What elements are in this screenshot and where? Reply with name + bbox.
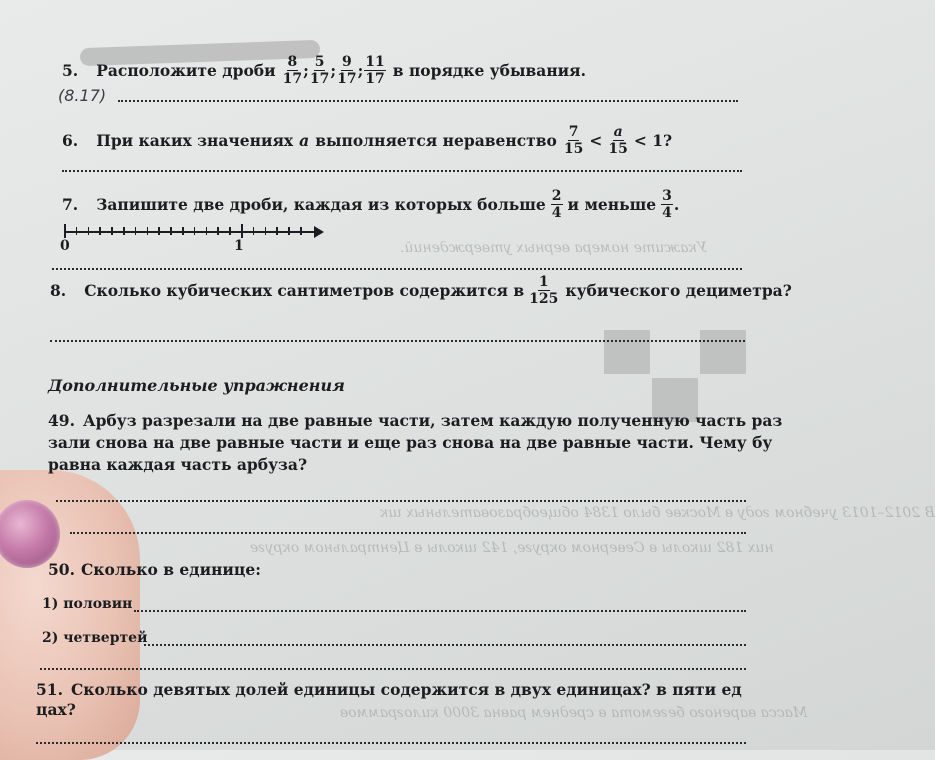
show-through-square xyxy=(604,330,650,374)
answer-line[interactable] xyxy=(40,668,746,670)
question-number: 50. xyxy=(48,560,75,579)
number-line-tick xyxy=(217,227,219,235)
number-line-tick xyxy=(265,227,267,235)
answer-line[interactable] xyxy=(50,340,745,342)
question-text: Сколько кубических сантиметров содержится в xyxy=(84,281,525,300)
number-line[interactable] xyxy=(64,222,326,242)
question-text: и меньше xyxy=(567,195,657,214)
question-number: 8. xyxy=(50,281,67,300)
show-through-text: них 182 школы в Северном округе, 142 школы в Центральном округе xyxy=(250,540,774,556)
number-line-tick xyxy=(88,227,90,235)
question-number: 5. xyxy=(62,61,79,80)
handwritten-answer: (8.17) xyxy=(58,86,107,105)
answer-line[interactable] xyxy=(70,532,746,534)
fraction: $\frac{1}{125}$ xyxy=(529,274,559,307)
number-line-tick xyxy=(123,227,125,235)
question-text: < 1? xyxy=(633,131,673,150)
question-text: При каких значениях xyxy=(96,131,294,150)
less-than: < xyxy=(589,131,603,150)
question-text: Расположите дроби xyxy=(96,61,276,80)
number-line-tick xyxy=(147,227,149,235)
section-heading: Дополнительные упражнения xyxy=(48,376,345,395)
question-number: 7. xyxy=(62,195,79,214)
number-line-tick xyxy=(111,227,113,235)
answer-item-2-label: 2) четвертей xyxy=(42,630,148,646)
answer-line[interactable] xyxy=(36,742,746,744)
question-7: 7. Запишите две дроби, каждая из которых больше $\frac{2}{4}$ и меньше $\frac{3}{4}$ . xyxy=(62,188,680,221)
answer-line[interactable] xyxy=(134,610,746,612)
number-line-tick xyxy=(64,224,66,238)
number-line-tick xyxy=(194,227,196,235)
question-50 xyxy=(48,560,261,579)
number-line-label-zero: 0 xyxy=(60,238,70,254)
fraction: $\frac{9}{17}$ xyxy=(337,54,357,87)
question-text: Арбуз разрезали на две равные части, затем каждую полученную часть раз xyxy=(82,411,783,430)
fraction: $\frac{a}{15}$ xyxy=(608,124,628,157)
answer-line[interactable] xyxy=(118,100,738,102)
question-text: зали снова на две равные части и еще раз снова на две равные части. Чему бу xyxy=(48,433,773,452)
answer-line[interactable] xyxy=(56,500,746,502)
show-through-text: Укажите номера верных утверждений. xyxy=(400,240,708,256)
number-line-tick xyxy=(76,227,78,235)
show-through-text: Масса вареного бегемота в среднем равна 3000 килограммов xyxy=(340,705,808,721)
number-line-tick xyxy=(276,227,278,235)
question-text: равна каждая часть арбуза? xyxy=(48,455,308,474)
question-text: цах? xyxy=(36,700,76,719)
variable: a xyxy=(299,131,310,150)
question-number: 49. xyxy=(48,411,75,430)
question-text: Сколько в единице: xyxy=(80,560,261,579)
number-line-arrow xyxy=(314,226,324,238)
show-through-square xyxy=(700,330,746,374)
fraction: $\frac{8}{17}$ xyxy=(282,54,303,87)
question-text: Запишите две дроби, каждая из которых больше xyxy=(96,195,546,214)
answer-item-1-label: 1) половин xyxy=(42,596,133,612)
number-line-tick xyxy=(135,227,137,235)
number-line-tick xyxy=(182,227,184,235)
fraction: $\frac{2}{4}$ xyxy=(551,188,562,221)
show-through-text: В 2012–1013 учебном году в Москве было 1384 общеобразовательных шк xyxy=(380,505,935,521)
question-text: кубического дециметра? xyxy=(565,281,792,300)
fraction: $\frac{5}{17}$ xyxy=(309,54,330,87)
number-line-tick xyxy=(241,224,243,238)
question-51 xyxy=(36,680,742,720)
answer-line[interactable] xyxy=(62,170,742,172)
answer-line[interactable] xyxy=(52,268,742,270)
number-line-tick xyxy=(99,227,101,235)
fraction: $\frac{11}{17}$ xyxy=(365,54,385,87)
number-line-tick xyxy=(300,227,302,235)
number-line-tick xyxy=(158,227,160,235)
question-text: в порядке убывания. xyxy=(392,61,587,80)
number-line-tick xyxy=(229,227,231,235)
number-line-tick xyxy=(170,227,172,235)
answer-line[interactable] xyxy=(144,644,746,646)
number-line-tick xyxy=(206,227,208,235)
question-8 xyxy=(50,274,792,307)
question-49 xyxy=(48,410,782,476)
question-5: 5. Расположите дроби $\frac{8}{17}$ ; $\frac{5}{17}$ ; $\frac{9}{17}$ ; $\frac{11}{17}$ в порядке убывания. xyxy=(62,54,587,87)
question-6 xyxy=(62,124,672,157)
question-text: Сколько девятых долей единицы содержится в двух единицах? в пяти ед xyxy=(70,680,742,699)
number-line-tick xyxy=(253,227,255,235)
question-text: выполняется неравенство xyxy=(315,131,557,150)
question-number: 51. xyxy=(36,680,63,699)
fraction: $\frac{7}{15}$ xyxy=(563,124,584,157)
fraction: $\frac{3}{4}$ xyxy=(662,188,672,221)
number-line-axis xyxy=(64,231,316,233)
question-number: 6. xyxy=(62,131,79,150)
number-line-tick xyxy=(288,227,290,235)
number-line-label-one: 1 xyxy=(234,238,244,254)
